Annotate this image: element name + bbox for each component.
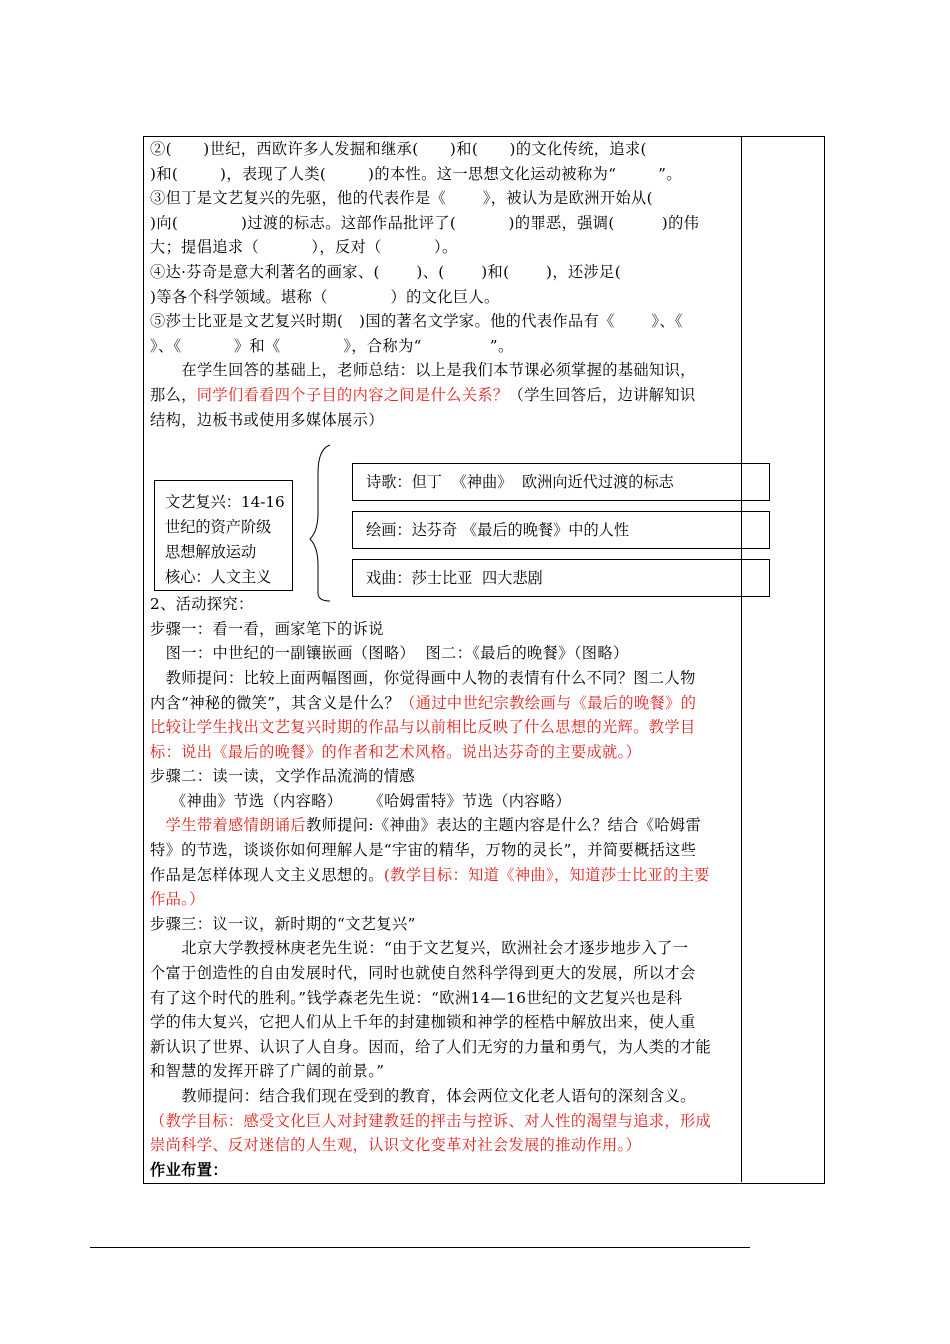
lesson-content	[150, 137, 736, 1182]
text-line: 》、《 》和《 》，合称为“ ”。	[150, 336, 514, 355]
quote-line: 个富于创造性的自由发展时代，同时也就使自然科学得到更大的发展，所以才会	[150, 964, 696, 983]
text-line: 学生带着感情朗诵后教师提问:《神曲》表达的主题内容是什么？结合《哈姆雷	[150, 816, 702, 835]
diagram-branch-poetry: 诗歌：但丁 《神曲》 欧洲向近代过渡的标志	[352, 463, 770, 501]
quote-line: 和智慧的发挥开辟了广阔的前景。”	[150, 1062, 385, 1081]
quote-line: 有了这个时代的胜利。”钱学森老先生说：“欧洲14—16世纪的文艺复兴也是科	[150, 988, 683, 1007]
text-line: 特》的节选，谈谈你如何理解人是“宇宙的精华，万物的灵长”，并简要概括这些	[150, 841, 697, 860]
text-line: 作品是怎样体现人文主义思想的。(教学目标：知道《神曲》，知道莎士比亚的主要	[150, 865, 710, 884]
text-line: ③但丁是文艺复兴的先驱，他的代表作是《 》，被认为是欧洲开始从(	[150, 189, 653, 208]
teaching-goal: 标：说出《最后的晚餐》的作者和艺术风格。说出达芬奇的主要成就。）	[150, 742, 642, 761]
quote-line: 教师提问：结合我们现在受到的教育，体会两位文化老人语句的深刻含义。	[150, 1087, 696, 1105]
quote-line: 学的伟大复兴，它把人们从上千年的封建枷锁和神学的桎梏中解放出来，使人重	[150, 1013, 696, 1032]
quote-line: 新认识了世界、认识了人自身。因而，给了人们无穷的力量和勇气，为人类的才能	[150, 1037, 712, 1056]
diagram-branch-drama: 戏曲：莎士比亚 四大悲剧	[352, 559, 770, 597]
teaching-goal: 作品。）	[150, 890, 205, 909]
step1-title: 步骤一：看一看，画家笔下的诉说	[150, 619, 384, 638]
teaching-goal: 崇尚科学、反对迷信的人生观，认识文化变革对社会发展的推动作用。）	[150, 1136, 642, 1155]
text-line: )和( )，表现了人类( )的本性。这一思想文化运动被称为“ ”。	[150, 164, 682, 183]
diagram-branch-painting: 绘画：达芬奇 《最后的晚餐》中的人性	[352, 511, 770, 549]
diagram-root-box: 文艺复兴：14-16 世纪的资产阶级 思想解放运动 核心：人文主义	[154, 480, 293, 591]
text-line: 内含“神秘的微笑”，其含义是什么？（通过中世纪宗教绘画与《最后的晚餐》的	[150, 693, 697, 712]
text-line: ⑤莎士比亚是文艺复兴时期( )国的著名文学家。他的代表作品有《 》、《	[150, 312, 683, 331]
text-line: 结构，边板书或使用多媒体展示）	[150, 410, 384, 429]
text-line: 大；提倡追求（ ），反对（ ）。	[150, 238, 458, 257]
summary-question: 同学们看看四个子目的内容之间是什么关系？	[196, 385, 509, 404]
text-line: )向( )过渡的标志。这部作品批评了( )的罪恶，强调( )的伟	[150, 213, 700, 232]
text-line: ②( )世纪，西欧许多人发掘和继承( )和( )的文化传统，追求(	[150, 140, 647, 158]
homework-title: 作业布置：	[150, 1160, 228, 1179]
text-line: )等各个科学领域。堪称（ ）的文化巨人。	[150, 287, 500, 306]
teaching-goal: （教学目标：感受文化巨人对封建教廷的抨击与控诉、对人性的渴望与追求，形成	[150, 1111, 712, 1130]
summary-line: 那么，同学们看看四个子目的内容之间是什么关系？（学生回答后，边讲解知识	[150, 385, 696, 404]
activity-title: 2、活动探究：	[150, 595, 254, 614]
column-divider	[741, 136, 742, 1182]
quote-line: 北京大学教授林庚老先生说：“由于文艺复兴，欧洲社会才逐步地步入了一	[150, 939, 689, 958]
text-line: 在学生回答的基础上，老师总结：以上是我们本节课必须掌握的基础知识，	[150, 361, 696, 380]
brace-connector	[300, 443, 350, 603]
footer-rule	[90, 1247, 750, 1248]
teaching-goal: 比较让学生找出文艺复兴时期的作品与以前相比反映了什么思想的光辉。教学目	[150, 718, 696, 737]
text-line: 《神曲》节选（内容略） 《哈姆雷特》节选（内容略）	[150, 791, 572, 810]
step3-title: 步骤三：议一议，新时期的“文艺复兴”	[150, 914, 416, 933]
step2-title: 步骤二：读一读，文学作品流淌的情感	[150, 767, 415, 786]
text-line: 图一：中世纪的一副镶嵌画（图略） 图二：《最后的晚餐》（图略）	[150, 644, 629, 663]
text-line: ④达·芬奇是意大利著名的画家、( )、( )和( )，还涉足(	[150, 262, 622, 281]
text-line: 教师提问：比较上面两幅图画，你觉得画中人物的表情有什么不同？图二人物	[150, 668, 696, 687]
